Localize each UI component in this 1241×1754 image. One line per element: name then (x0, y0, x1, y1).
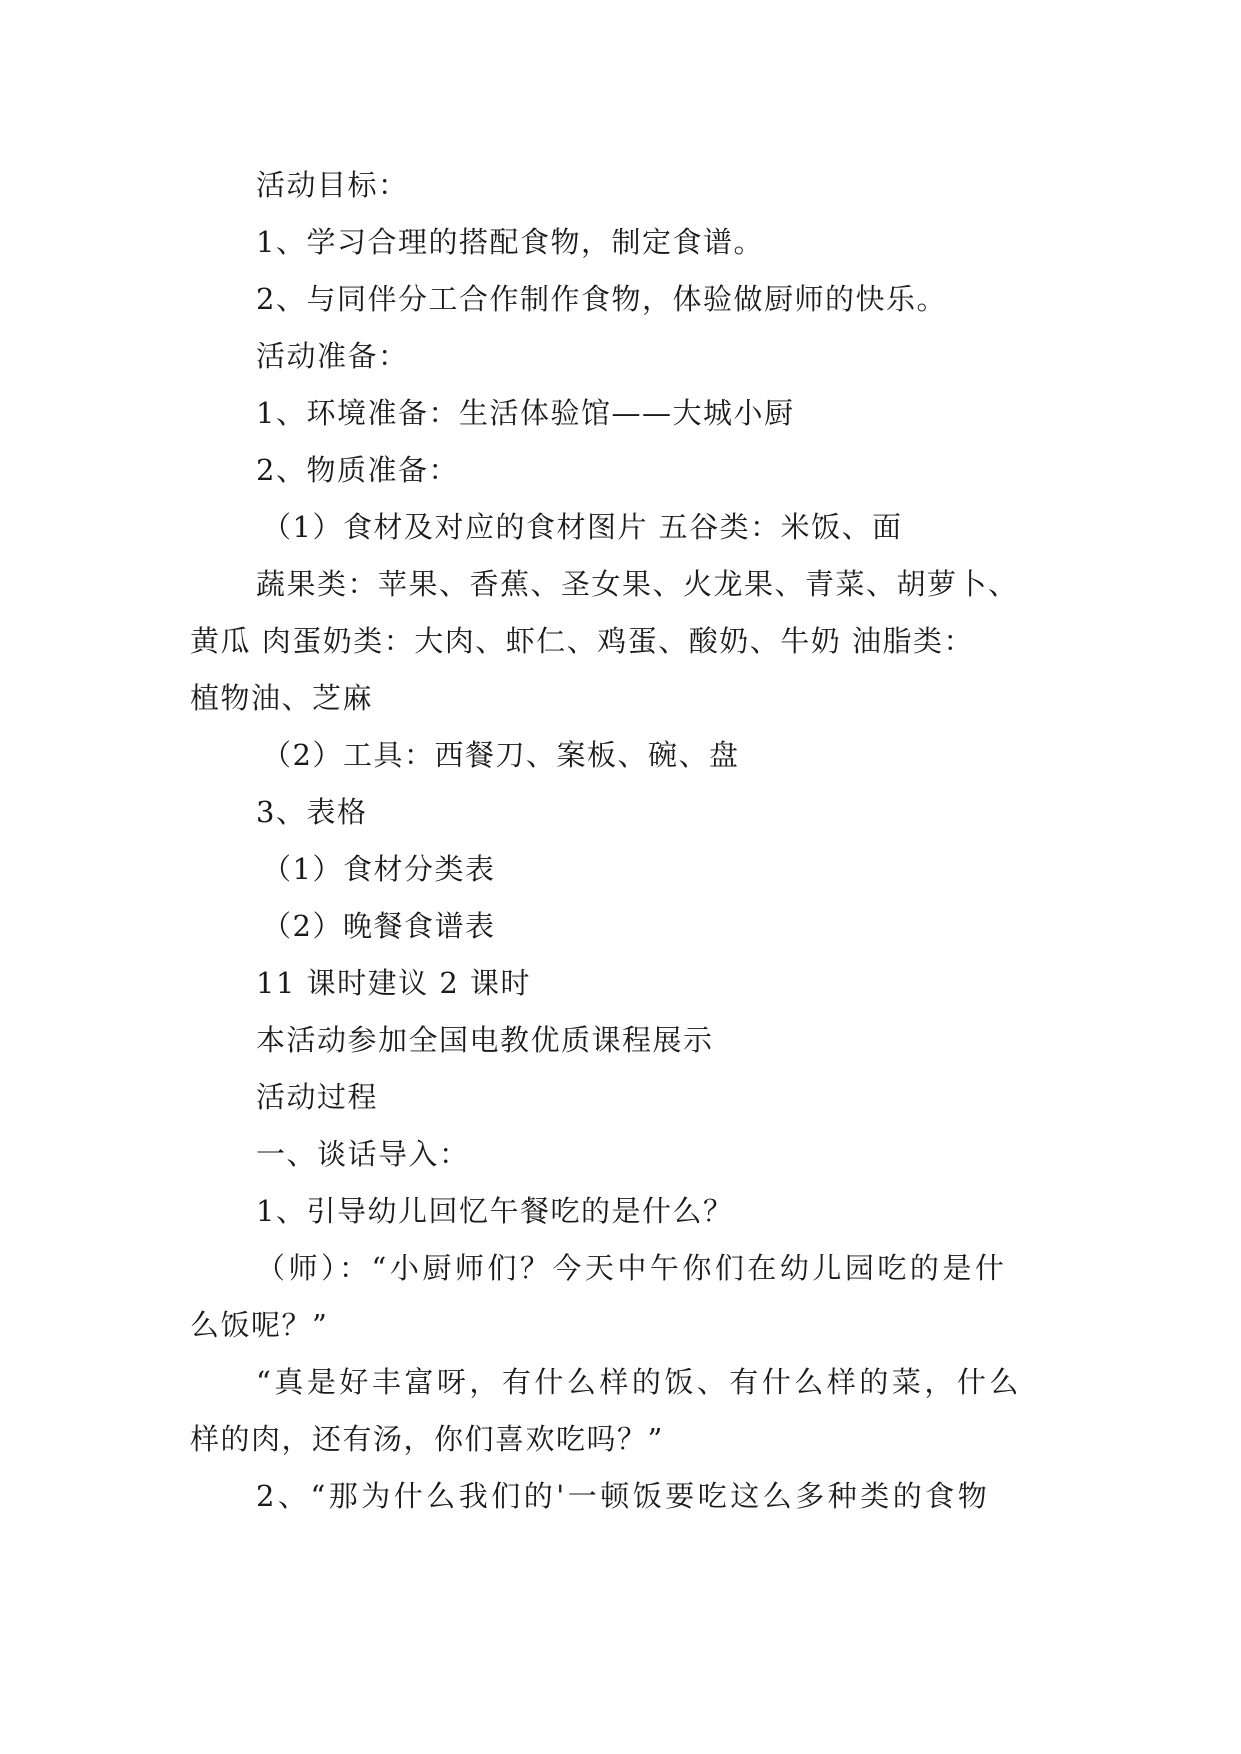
materials-line-4: 植物油、芝麻 (190, 681, 374, 715)
goal-item-2: 2、与同伴分工合作制作食物，体验做厨师的快乐。 (256, 282, 947, 316)
dialogue-line-2: 么饭呢？” (190, 1308, 329, 1342)
goal-item-1: 1、学习合理的搭配食物，制定食谱。 (256, 225, 764, 259)
process-item-1: 1、引导幼儿回忆午餐吃的是什么？ (256, 1194, 734, 1228)
exhibition-line: 本活动参加全国电教优质课程展示 (256, 1023, 714, 1057)
tools-line: （2）工具：西餐刀、案板、碗、盘 (262, 738, 740, 772)
table-item-2: （2）晚餐食谱表 (262, 909, 496, 943)
class-hours-line: 11 课时建议 2 课时 (256, 966, 532, 1000)
table-item-1: （1）食材分类表 (262, 852, 496, 886)
materials-line-2: 蔬果类：苹果、香蕉、圣女果、火龙果、青菜、胡萝卜、 (256, 567, 1019, 601)
process-item-2: 2、“那为什么我们的'一顿饭要吃这么多种类的食物 (256, 1479, 991, 1513)
dialogue-line-3: “真是好丰富呀，有什么样的饭、有什么样的菜，什么 (256, 1365, 1022, 1399)
section-heading-process: 活动过程 (256, 1080, 379, 1114)
materials-line-1: （1）食材及对应的食材图片 五谷类：米饭、面 (262, 510, 903, 544)
preparation-item-3: 3、表格 (256, 795, 368, 829)
section-heading-goals: 活动目标： (256, 168, 409, 202)
preparation-item-1: 1、环境准备：生活体验馆——大城小厨 (256, 396, 795, 430)
process-step-heading: 一、谈话导入： (256, 1137, 470, 1171)
dialogue-line-4: 样的肉，还有汤，你们喜欢吃吗？” (190, 1422, 664, 1456)
section-heading-preparation: 活动准备： (256, 339, 409, 373)
preparation-item-2: 2、物质准备： (256, 453, 459, 487)
dialogue-line-1: （师）：“小厨师们？今天中午你们在幼儿园吃的是什 (256, 1251, 1008, 1285)
materials-line-3: 黄瓜 肉蛋奶类：大肉、虾仁、鸡蛋、酸奶、牛奶 油脂类： (190, 624, 974, 658)
